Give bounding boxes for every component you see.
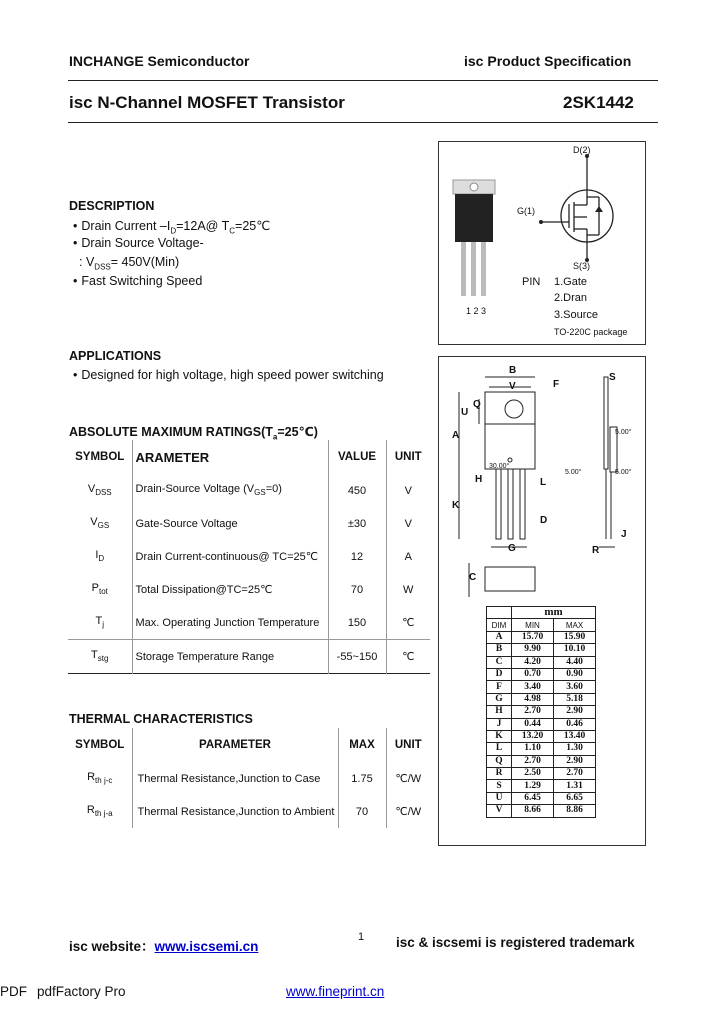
dim-max: 0.90 bbox=[554, 668, 596, 680]
dim-label-f: F bbox=[553, 379, 560, 390]
dim-letter: F bbox=[487, 681, 512, 693]
description-heading: DESCRIPTION bbox=[69, 199, 155, 213]
dim-min: 6.45 bbox=[512, 792, 554, 804]
dim-letter: Q bbox=[487, 755, 512, 767]
company-name: INCHANGE Semiconductor bbox=[69, 53, 250, 69]
website-link[interactable]: www.iscsemi.cn bbox=[154, 939, 259, 954]
dim-row bbox=[487, 681, 596, 693]
description-item-vdss: : $V_{DSS}= 450V(Min)$ bbox=[79, 255, 180, 272]
angle-label-2: 5.00° bbox=[615, 429, 632, 436]
dim-min: 2.70 bbox=[512, 706, 554, 718]
dim-row bbox=[487, 706, 596, 718]
header-rule-top bbox=[68, 80, 658, 81]
dim-max: 10.10 bbox=[554, 644, 596, 656]
table-row: $P_{tot}$ Total Dissipation@TC=25℃ 70 W bbox=[68, 573, 430, 606]
gate-label: G(1) bbox=[517, 206, 535, 216]
dimension-table bbox=[486, 606, 596, 818]
table-row: $T_j$ Max. Operating Junction Temperature 150 ℃ bbox=[68, 606, 430, 640]
fineprint-link[interactable]: www.fineprint.cn bbox=[286, 984, 385, 999]
dim-max: 2.70 bbox=[554, 768, 596, 780]
dim-label-a: A bbox=[452, 430, 460, 441]
col-symbol: SYMBOL bbox=[75, 739, 125, 751]
dim-min: 3.40 bbox=[512, 681, 554, 693]
dim-label-j: J bbox=[621, 529, 627, 540]
dim-letter: L bbox=[487, 743, 512, 755]
dim-max: 3.60 bbox=[554, 681, 596, 693]
part-number: 2SK1442 bbox=[563, 93, 634, 112]
dim-row bbox=[487, 792, 596, 804]
dim-min: 1.29 bbox=[512, 780, 554, 792]
table-row: $T_{stg}$ Storage Temperature Range -55~150 ℃ bbox=[68, 640, 430, 674]
dim-max: 1.30 bbox=[554, 743, 596, 755]
table-row: $R_{th j-c}$ Thermal Resistance,Junction to Case 1.75 ℃/W bbox=[68, 762, 430, 795]
col-dim: DIM bbox=[487, 619, 512, 631]
dim-max: 1.31 bbox=[554, 780, 596, 792]
dim-letter: J bbox=[487, 718, 512, 730]
table-row: $R_{th j-a}$ Thermal Resistance,Junction to Ambient 70 ℃/W bbox=[68, 795, 430, 828]
dim-letter: A bbox=[487, 631, 512, 643]
dim-unit: mm bbox=[512, 607, 596, 619]
dim-row bbox=[487, 743, 596, 755]
dim-row bbox=[487, 644, 596, 656]
dim-label-l: L bbox=[540, 477, 547, 488]
dim-min: 8.66 bbox=[512, 805, 554, 817]
pdffactory-label: pdfFactory Pro bbox=[37, 984, 126, 999]
dim-letter: S bbox=[487, 780, 512, 792]
dim-min: 4.98 bbox=[512, 693, 554, 705]
description-item-voltage: • Drain Source Voltage- bbox=[73, 236, 204, 250]
angle-label-3: 5.00° bbox=[565, 469, 582, 476]
header-rule-bottom bbox=[68, 122, 658, 123]
dim-label-s: S bbox=[609, 372, 616, 383]
table-row: $I_D$ Drain Current-continuous@ TC=25℃ 12 A bbox=[68, 540, 430, 573]
outline-drawing-box bbox=[438, 356, 646, 846]
dim-letter: H bbox=[487, 706, 512, 718]
dim-min: 9.90 bbox=[512, 644, 554, 656]
dim-min: 2.70 bbox=[512, 755, 554, 767]
page-title: isc N-Channel MOSFET Transistor bbox=[69, 93, 345, 112]
spec-label: isc Product Specification bbox=[464, 53, 632, 69]
dim-label-d: D bbox=[540, 515, 548, 526]
col-min: MIN bbox=[512, 619, 554, 631]
pin-2: 2.Dran bbox=[554, 292, 588, 304]
table-row: $V_{GS}$ Gate-Source Voltage ±30 V bbox=[68, 507, 430, 540]
dim-label-u: U bbox=[461, 407, 469, 418]
description-item-switching: • Fast Switching Speed bbox=[73, 274, 202, 288]
dim-min: 15.70 bbox=[512, 631, 554, 643]
trademark-notice: isc & iscsemi is registered trademark bbox=[396, 935, 635, 950]
angle-label-1: 30.00° bbox=[489, 463, 510, 470]
dim-label-h: H bbox=[475, 474, 483, 485]
dim-min: 1.10 bbox=[512, 743, 554, 755]
dim-row bbox=[487, 780, 596, 792]
dim-row bbox=[487, 730, 596, 742]
pin-numbers: 1 2 3 bbox=[466, 306, 487, 316]
dim-letter: U bbox=[487, 792, 512, 804]
dim-max: 4.40 bbox=[554, 656, 596, 668]
source-label: S(3) bbox=[573, 261, 591, 271]
dim-row bbox=[487, 631, 596, 643]
dim-label-c: C bbox=[469, 572, 477, 583]
dim-max: 6.65 bbox=[554, 792, 596, 804]
dim-max: 2.90 bbox=[554, 706, 596, 718]
abs-max-heading: ABSOLUTE MAXIMUM $RATINGS(T_a=25℃)$ bbox=[69, 425, 318, 442]
thermal-heading: THERMAL CHARACTERISTICS bbox=[69, 712, 253, 726]
mosfet-symbol bbox=[439, 142, 645, 344]
dim-row bbox=[487, 805, 596, 817]
thermal-table bbox=[68, 728, 430, 828]
dim-label-q: Q bbox=[473, 399, 481, 410]
col-max: MAX bbox=[338, 728, 386, 762]
dim-letter: R bbox=[487, 768, 512, 780]
drain-label: D(2) bbox=[573, 145, 591, 155]
dim-row bbox=[487, 693, 596, 705]
col-max: MAX bbox=[554, 619, 596, 631]
dim-letter: B bbox=[487, 644, 512, 656]
dim-label-v: V bbox=[509, 381, 516, 392]
dim-min: 4.20 bbox=[512, 656, 554, 668]
abs-max-table bbox=[68, 440, 430, 674]
col-value: VALUE bbox=[328, 440, 386, 474]
dim-label-b: B bbox=[509, 365, 517, 376]
dim-max: 5.18 bbox=[554, 693, 596, 705]
dim-row bbox=[487, 718, 596, 730]
col-parameter: PARAMETER bbox=[132, 728, 338, 762]
pin-1: 1.Gate bbox=[554, 276, 588, 288]
dim-max: 15.90 bbox=[554, 631, 596, 643]
dim-letter: C bbox=[487, 656, 512, 668]
dim-row bbox=[487, 668, 596, 680]
website-line: isc website：www.iscsemi.cn bbox=[69, 939, 259, 954]
col-symbol: SYMBOL bbox=[75, 451, 125, 463]
dim-min: 13.20 bbox=[512, 730, 554, 742]
table-row: $V_{DSS}$ Drain-Source Voltage $(V_{GS}=0)$ 450 V bbox=[68, 474, 430, 507]
dim-max: 0.46 bbox=[554, 718, 596, 730]
pin-3: 3.Source bbox=[554, 309, 599, 321]
dim-letter: G bbox=[487, 693, 512, 705]
dim-letter: K bbox=[487, 730, 512, 742]
angle-label-4: 5.00° bbox=[615, 469, 632, 476]
col-unit: UNIT bbox=[386, 728, 430, 762]
dim-label-g: G bbox=[508, 543, 516, 554]
dim-min: 0.70 bbox=[512, 668, 554, 680]
dim-letter: V bbox=[487, 805, 512, 817]
dim-max: 2.90 bbox=[554, 755, 596, 767]
applications-heading: APPLICATIONS bbox=[69, 349, 162, 363]
dim-row bbox=[487, 768, 596, 780]
description-item-current: • Drain Current $-I_D=12A@$ $T_C=25℃$ bbox=[73, 218, 270, 236]
col-unit: UNIT bbox=[386, 440, 430, 474]
dim-max: 13.40 bbox=[554, 730, 596, 742]
package-box bbox=[438, 141, 646, 345]
page-mark: 1 bbox=[358, 931, 365, 943]
dim-label-k: K bbox=[452, 500, 460, 511]
dim-row bbox=[487, 755, 596, 767]
col-parameter: ARAMETER bbox=[132, 440, 328, 474]
dim-max: 8.86 bbox=[554, 805, 596, 817]
dim-row bbox=[487, 656, 596, 668]
dim-min: 2.50 bbox=[512, 768, 554, 780]
dim-label-r: R bbox=[592, 545, 600, 556]
pin-title: PIN bbox=[522, 276, 541, 288]
dim-min: 0.44 bbox=[512, 718, 554, 730]
dim-letter: D bbox=[487, 668, 512, 680]
applications-item: • Designed for high voltage, high speed power switching bbox=[73, 368, 384, 382]
pdf-label: PDF bbox=[0, 984, 27, 999]
package-name: TO-220C package bbox=[554, 327, 628, 337]
